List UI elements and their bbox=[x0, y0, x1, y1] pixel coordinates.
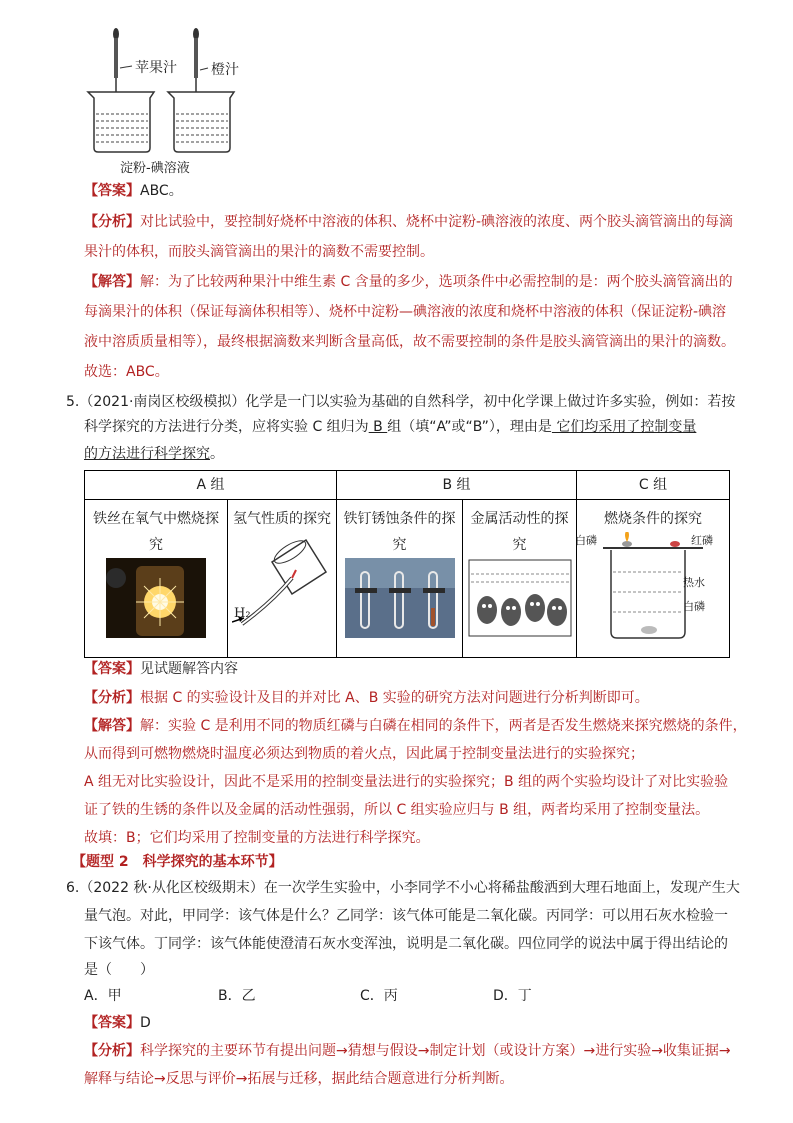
group-b-header: B 组 bbox=[337, 471, 577, 500]
q6-stem-line4: 是（ ） bbox=[84, 962, 154, 978]
group-c-header: C 组 bbox=[577, 471, 730, 500]
h2-label: H₂ bbox=[234, 606, 251, 621]
q6-analysis-line2: 解释与结论→反思与评价→拓展与迁移，据此结合题意进行分析判断。 bbox=[84, 1071, 514, 1087]
exp-combustion-cell: 燃烧条件的探究 白磷 红磷 热水 白磷 bbox=[577, 500, 730, 658]
q5-stem-line1: 5.（2021·南岗区校级模拟）化学是一门以实验为基础的自然科学，初中化学课上做过许多实验，例如：若按 bbox=[66, 394, 736, 410]
q4-final: 故选：ABC。 bbox=[84, 364, 169, 380]
exp-hydrogen-cell: 氢气性质的探究 H₂ bbox=[228, 500, 337, 658]
q5-solution-line3: A 组无对比实验设计，因此不是采用的控制变量法进行的实验探究；B 组的两个实验均设计了对比实验验 bbox=[84, 774, 729, 790]
table-header-row bbox=[85, 471, 730, 500]
q5-answer: 【答案】见试题解答内容 bbox=[84, 661, 238, 677]
q5-analysis: 【分析】根据 C 的实验设计及目的并对比 A、B 实验的研究方法对问题进行分析判断即可。 bbox=[84, 690, 649, 706]
q4-solution-line1: 【解答】解：为了比较两种果汁中维生素 C 含量的多少，选项条件中必需控制的是：两个胶头滴管滴出的 bbox=[84, 274, 733, 290]
exp-iron-wire-cell: 铁丝在氧气中燃烧探究 bbox=[85, 500, 228, 658]
red-phosphorus-label: 红磷 bbox=[691, 534, 713, 547]
q5-stem-line2: 科学探究的方法进行分类，应将实验 C 组归为 B 组（填“A”或“B”），理由是 它们均采用了控制变量 bbox=[84, 419, 697, 435]
q5-final: 故填：B；它们均采用了控制变量的方法进行科学探究。 bbox=[84, 830, 430, 846]
q6-option-b: B．乙 bbox=[218, 988, 256, 1004]
exp-iron-nail-cell: 铁钉锈蚀条件的探究 bbox=[337, 500, 463, 658]
q6-answer: 【答案】D bbox=[84, 1015, 151, 1031]
q6-option-d: D．丁 bbox=[493, 988, 532, 1004]
white-phosphorus-bottom-label: 白磷 bbox=[683, 600, 705, 613]
combustion-figure bbox=[575, 532, 723, 642]
hot-water-label: 热水 bbox=[683, 576, 705, 589]
table-body-row bbox=[85, 500, 730, 658]
q6-stem-line1: 6.（2022 秋·从化区校级期末）在一次学生实验中，小李同学不小心将稀盐酸洒到大理石地面上，发现产生大 bbox=[66, 880, 740, 896]
q4-answer: 【答案】ABC。 bbox=[84, 183, 183, 199]
group-a-header: A 组 bbox=[85, 471, 337, 500]
iron-nail-rust-image bbox=[345, 558, 455, 638]
juice-beaker-figure bbox=[84, 26, 264, 176]
exp-metal-activity-cell: 金属活动性的探究 bbox=[463, 500, 577, 658]
white-phosphorus-top-label: 白磷 bbox=[575, 534, 597, 547]
q5-blank-group: B bbox=[368, 419, 388, 435]
metal-activity-drawing bbox=[467, 558, 573, 638]
apple-juice-label: 苹果汁 bbox=[135, 60, 177, 76]
q5-stem-line3: 的方法进行科学探究。 bbox=[84, 446, 224, 462]
orange-juice-label: 橙汁 bbox=[211, 62, 239, 78]
q6-analysis-line1: 【分析】科学探究的主要环节有提出问题→猜想与假设→制定计划（或设计方案）→进行实验→收集证据→ bbox=[84, 1043, 731, 1059]
q6-option-a: A．甲 bbox=[84, 988, 122, 1004]
q6-stem-line2: 量气泡。对此，甲同学：该气体是什么？乙同学：该气体可能是二氧化碳。丙同学：可以用石灰水检验一 bbox=[84, 908, 728, 924]
section-heading: 【题型 2 科学探究的基本环节】 bbox=[72, 854, 283, 870]
q4-analysis-line1: 【分析】对比试验中，要控制好烧杯中溶液的体积、烧杯中淀粉-碘溶液的浓度、两个胶头滴管滴出的每滴 bbox=[84, 214, 734, 230]
q5-blank-reason: 它们均采用了控制变量 bbox=[551, 419, 697, 435]
q5-solution-line2: 从而得到可燃物燃烧时温度必须达到物质的着火点，因此属于控制变量法进行的实验探究； bbox=[84, 746, 644, 762]
q5-solution-line4: 证了铁的生锈的条件以及金属的活动性强弱，所以 C 组实验应归与 B 组，两者均采用了控制变量法。 bbox=[84, 802, 710, 818]
q5-solution-line1: 【解答】解：实验 C 是利用不同的物质红磷与白磷在相同的条件下，两者是否发生燃烧来探究燃烧的条件， bbox=[84, 718, 747, 734]
q6-stem-line3: 下该气体。丁同学：该气体能使澄清石灰水变浑浊，说明是二氧化碳。四位同学的说法中属于得出结论的 bbox=[84, 936, 728, 952]
iron-wire-burning-image bbox=[106, 558, 206, 638]
starch-iodine-caption: 淀粉-碘溶液 bbox=[120, 161, 190, 176]
q4-analysis-line2: 果汁的体积，而胶头滴管滴出的果汁的滴数不需要控制。 bbox=[84, 244, 434, 260]
experiment-table bbox=[84, 470, 730, 658]
beaker-drawing bbox=[84, 26, 264, 156]
q4-solution-line2: 每滴果汁的体积（保证每滴体积相等）、烧杯中淀粉—碘溶液的浓度和烧杯中溶液的体积（保证淀粉-碘溶 bbox=[84, 304, 727, 320]
q6-option-c: C．丙 bbox=[360, 988, 398, 1004]
q4-solution-line3: 液中溶质质量相等），最终根据滴数来判断含量高低，故不需要控制的条件是胶头滴管滴出的果汁的滴数。 bbox=[84, 334, 735, 350]
